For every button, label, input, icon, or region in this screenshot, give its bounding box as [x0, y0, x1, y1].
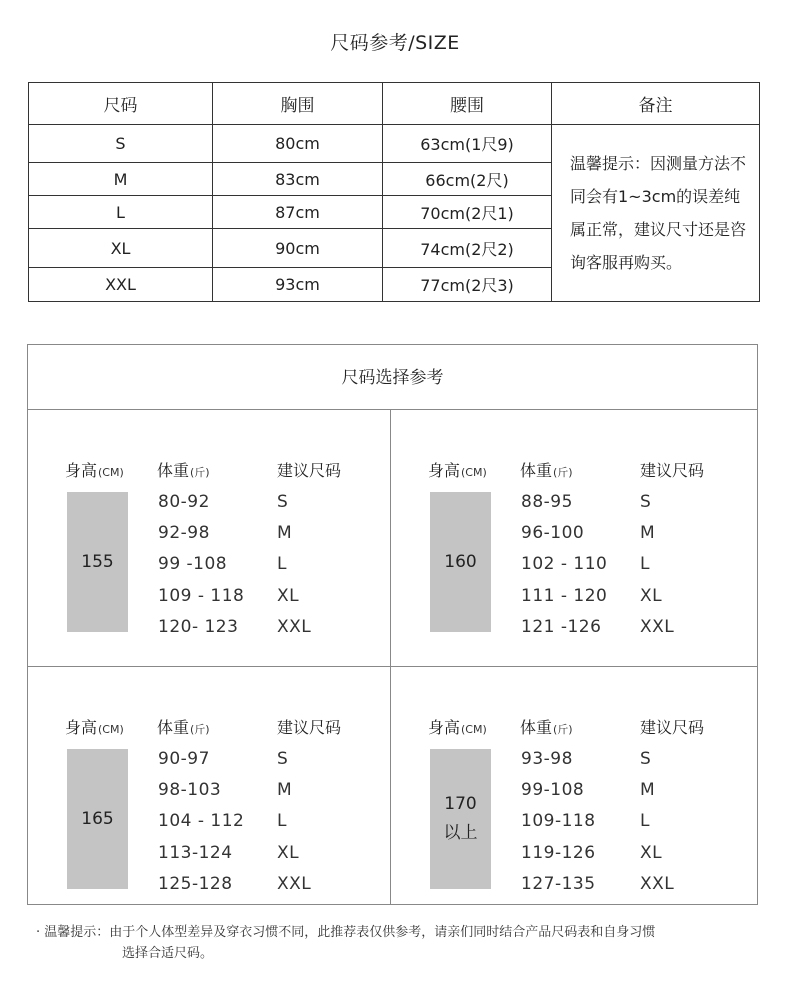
cell-size: S — [29, 125, 213, 163]
list-item — [391, 749, 753, 779]
cell-waist: 70cm(2尺1) — [383, 196, 552, 229]
height-group-160 — [391, 410, 753, 667]
size-chart-table — [28, 82, 760, 302]
height-value: 160 — [430, 492, 491, 632]
height-header — [428, 715, 487, 738]
list-item — [391, 586, 753, 616]
weight-range: 109 - 118 — [158, 586, 245, 606]
weight-range: 99 -108 — [158, 554, 228, 574]
cell-waist: 77cm(2尺3) — [383, 268, 552, 302]
list-item — [28, 523, 390, 553]
list-item — [391, 811, 753, 841]
suggested-size: M — [640, 780, 656, 800]
suggested-size: XL — [277, 586, 300, 606]
cell-chest: 80cm — [213, 125, 383, 163]
cell-size: M — [29, 163, 213, 196]
height-unit: (CM) — [461, 723, 487, 736]
weight-unit: (斤) — [553, 466, 573, 479]
list-item — [391, 523, 753, 553]
weight-unit: (斤) — [190, 466, 210, 479]
suggested-size: XXL — [277, 874, 312, 894]
weight-label: 体重 — [520, 461, 553, 480]
cell-size: L — [29, 196, 213, 229]
height-value: 155 — [67, 492, 128, 632]
reference-title: 尺码选择参考 — [28, 345, 757, 410]
cell-waist: 63cm(1尺9) — [383, 125, 552, 163]
list-item — [28, 780, 390, 810]
cell-chest: 93cm — [213, 268, 383, 302]
height-value: 165 — [67, 749, 128, 889]
cell-waist: 74cm(2尺2) — [383, 229, 552, 268]
list-item — [28, 492, 390, 522]
weight-label: 体重 — [157, 461, 190, 480]
weight-range: 80-92 — [158, 492, 210, 512]
list-item — [391, 617, 753, 647]
cell-chest: 90cm — [213, 229, 383, 268]
suggested-size: S — [640, 749, 652, 769]
height-unit: (CM) — [98, 723, 124, 736]
suggested-size: L — [640, 811, 650, 831]
cell-waist: 66cm(2尺) — [383, 163, 552, 196]
list-item — [28, 843, 390, 873]
suggested-size: M — [640, 523, 656, 543]
list-item — [28, 617, 390, 647]
suggested-size: L — [277, 811, 287, 831]
list-item — [391, 492, 753, 522]
weight-range: 102 - 110 — [521, 554, 608, 574]
weight-header — [520, 715, 573, 738]
suggested-size: M — [277, 523, 293, 543]
suggested-size: XL — [277, 843, 300, 863]
height-header — [65, 458, 124, 481]
cell-size: XL — [29, 229, 213, 268]
page-title: 尺码参考/SIZE — [330, 32, 460, 54]
height-label: 身高 — [428, 718, 461, 737]
list-item — [391, 780, 753, 810]
height-header — [428, 458, 487, 481]
suggested-size: XXL — [640, 874, 675, 894]
header-waist: 腰围 — [383, 83, 552, 125]
weight-range: 119-126 — [521, 843, 596, 863]
height-group-155 — [28, 410, 390, 667]
weight-unit: (斤) — [553, 723, 573, 736]
weight-unit: (斤) — [190, 723, 210, 736]
suggested-size: L — [277, 554, 287, 574]
height-group-165 — [28, 667, 390, 924]
suggested-size: XXL — [277, 617, 312, 637]
cell-chest: 87cm — [213, 196, 383, 229]
list-item — [28, 586, 390, 616]
size-header: 建议尺码 — [277, 718, 342, 737]
weight-range: 98-103 — [158, 780, 222, 800]
height-unit: (CM) — [98, 466, 124, 479]
suggested-size: XXL — [640, 617, 675, 637]
weight-range: 125-128 — [158, 874, 233, 894]
cell-size: XXL — [29, 268, 213, 302]
weight-range: 99-108 — [521, 780, 585, 800]
header-size: 尺码 — [29, 83, 213, 125]
size-header: 建议尺码 — [277, 461, 342, 480]
list-item — [28, 874, 390, 904]
height-label: 身高 — [65, 718, 98, 737]
header-chest: 胸围 — [213, 83, 383, 125]
weight-range: 88-95 — [521, 492, 573, 512]
footer-tip — [36, 922, 756, 964]
size-header: 建议尺码 — [640, 718, 705, 737]
size-header: 建议尺码 — [640, 461, 705, 480]
weight-header — [157, 458, 210, 481]
list-item — [391, 874, 753, 904]
suggested-size: L — [640, 554, 650, 574]
footer-tip-line1: · 温馨提示：由于个人体型差异及穿衣习惯不同，此推荐表仅供参考，请亲们同时结合产品尺码表和自身习惯 — [36, 925, 656, 940]
height-header — [65, 715, 124, 738]
suggested-size: S — [277, 749, 289, 769]
weight-range: 113-124 — [158, 843, 233, 863]
height-group-170-plus — [391, 667, 753, 924]
weight-header — [520, 458, 573, 481]
height-label: 身高 — [65, 461, 98, 480]
cell-chest: 83cm — [213, 163, 383, 196]
footer-tip-line2: 选择合适尺码。 — [122, 946, 214, 961]
height-value: 170 以上 — [430, 749, 491, 889]
weight-range: 109-118 — [521, 811, 596, 831]
weight-header — [157, 715, 210, 738]
weight-range: 111 - 120 — [521, 586, 608, 606]
table-header-row — [29, 83, 760, 125]
weight-range: 104 - 112 — [158, 811, 245, 831]
weight-range: 92-98 — [158, 523, 210, 543]
weight-label: 体重 — [157, 718, 190, 737]
list-item — [391, 554, 753, 584]
suggested-size: M — [277, 780, 293, 800]
height-label: 身高 — [428, 461, 461, 480]
size-selection-reference — [27, 344, 758, 905]
list-item — [391, 843, 753, 873]
table-row — [29, 125, 760, 163]
suggested-size: S — [640, 492, 652, 512]
weight-range: 93-98 — [521, 749, 573, 769]
height-unit: (CM) — [461, 466, 487, 479]
weight-range: 90-97 — [158, 749, 210, 769]
suggested-size: S — [277, 492, 289, 512]
size-note: 温馨提示：因测量方法不同会有1~3cm的误差纯属正常，建议尺寸还是咨询客服再购买。 — [552, 125, 760, 302]
header-note: 备注 — [552, 83, 760, 125]
list-item — [28, 554, 390, 584]
list-item — [28, 749, 390, 779]
weight-range: 127-135 — [521, 874, 596, 894]
weight-range: 96-100 — [521, 523, 585, 543]
weight-label: 体重 — [520, 718, 553, 737]
list-item — [28, 811, 390, 841]
weight-range: 121 -126 — [521, 617, 602, 637]
suggested-size: XL — [640, 586, 663, 606]
weight-range: 120- 123 — [158, 617, 239, 637]
suggested-size: XL — [640, 843, 663, 863]
